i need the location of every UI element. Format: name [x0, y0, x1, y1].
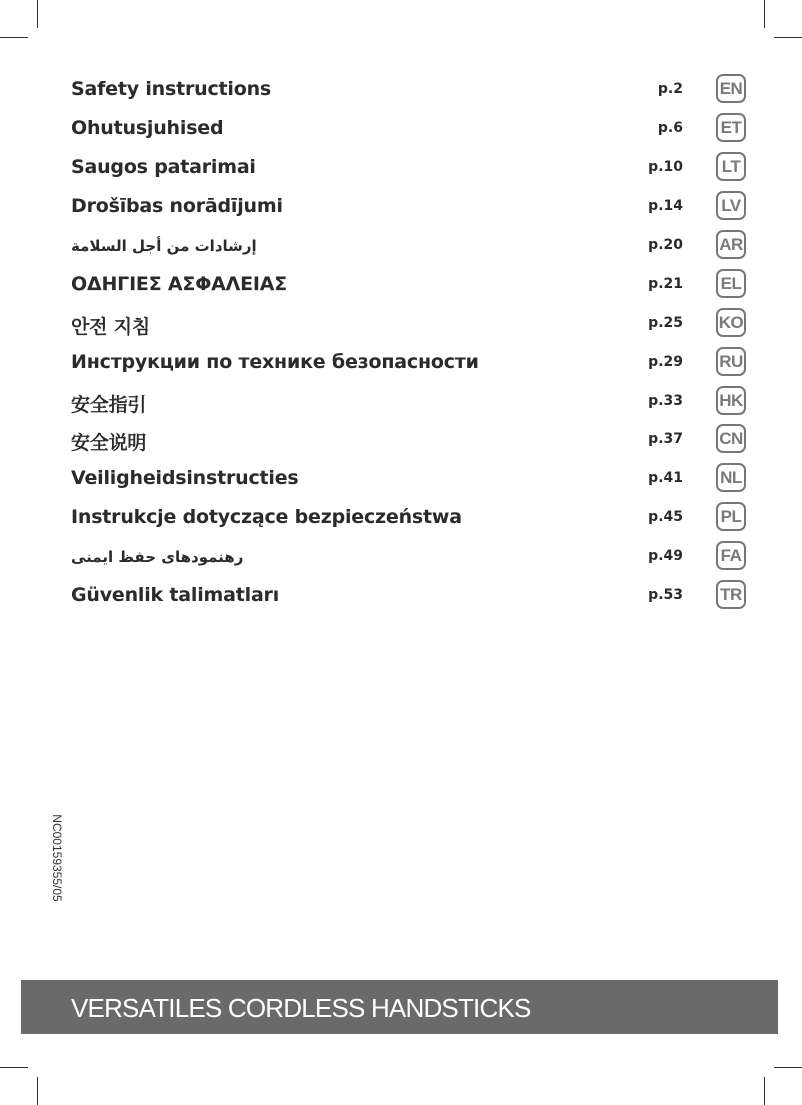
toc-entry-nl[interactable]	[0, 460, 802, 498]
toc-entry-lv[interactable]	[0, 188, 802, 226]
crop-mark	[37, 1077, 38, 1105]
toc-entry-cn[interactable]	[0, 421, 802, 459]
toc-entry-ar[interactable]	[0, 227, 802, 265]
toc-title: Saugos patarimai	[71, 156, 256, 178]
toc-title: Инструкции по технике безопасности	[71, 351, 479, 373]
language-badge: FA	[716, 541, 746, 570]
toc-page-number: p.14	[648, 198, 683, 214]
toc-title: Güvenlik talimatları	[71, 584, 280, 606]
toc-page-number: p.49	[648, 548, 683, 564]
toc-title: 安全说明	[71, 432, 147, 454]
document-reference: NC00159355/05	[50, 814, 64, 902]
language-badge: AR	[716, 230, 746, 259]
toc-page-number: p.21	[648, 276, 683, 292]
language-badge: EN	[716, 74, 746, 103]
language-badge: EL	[716, 269, 746, 298]
toc-page-number: p.41	[648, 470, 683, 486]
toc-entry-lt[interactable]	[0, 149, 802, 187]
toc-title: إرشادات من أجل السلامة	[71, 237, 257, 255]
footer-band	[21, 980, 778, 1034]
toc-title: Ohutusjuhised	[71, 117, 224, 139]
toc-page-number: p.33	[648, 393, 683, 409]
toc-entry-et[interactable]	[0, 110, 802, 148]
toc-page-number: p.10	[648, 159, 683, 175]
crop-mark	[0, 1067, 28, 1068]
language-badge: KO	[716, 308, 746, 337]
toc-title: Instrukcje dotyczące bezpieczeństwa	[71, 506, 462, 528]
toc-title: 안전 지침	[71, 316, 151, 338]
toc-entry-ru[interactable]	[0, 344, 802, 382]
toc-page-number: p.29	[648, 354, 683, 370]
toc-entry-tr[interactable]	[0, 577, 802, 615]
toc-entry-el[interactable]	[0, 266, 802, 304]
toc-title: 安全指引	[71, 394, 147, 416]
product-title: VERSATILES CORDLESS HANDSTICKS	[71, 993, 531, 1023]
language-badge: PL	[716, 502, 746, 531]
language-badge: TR	[716, 580, 746, 609]
language-badge: ET	[716, 113, 746, 142]
toc-page-number: p.20	[648, 237, 683, 253]
toc-entry-ko[interactable]	[0, 305, 802, 343]
toc-page-number: p.6	[657, 120, 683, 136]
toc-title: رهنمودهای حفظ ایمنی	[71, 548, 244, 566]
toc-entry-hk[interactable]	[0, 383, 802, 421]
toc-page-number: p.45	[648, 509, 683, 525]
toc-title: Drošības norādījumi	[71, 195, 283, 217]
toc-entry-en[interactable]	[0, 71, 802, 109]
language-badge: LT	[716, 152, 746, 181]
crop-mark	[774, 1067, 802, 1068]
language-badge: RU	[716, 347, 746, 376]
toc-entry-fa[interactable]	[0, 538, 802, 576]
toc-entry-pl[interactable]	[0, 499, 802, 537]
language-badge: LV	[716, 191, 746, 220]
language-badge: CN	[716, 424, 746, 453]
language-badge: NL	[716, 463, 746, 492]
toc-title: ΟΔΗΓΙΕΣ ΑΣΦΑΛΕΙΑΣ	[71, 273, 288, 295]
language-badge: HK	[716, 386, 746, 415]
toc-page-number: p.25	[648, 315, 683, 331]
toc-title: Veiligheidsinstructies	[71, 467, 299, 489]
toc-page-number: p.2	[657, 81, 683, 97]
toc-page-number: p.37	[648, 431, 683, 447]
toc-title: Safety instructions	[71, 78, 272, 100]
crop-mark	[764, 1077, 765, 1105]
toc-page-number: p.53	[648, 587, 683, 603]
